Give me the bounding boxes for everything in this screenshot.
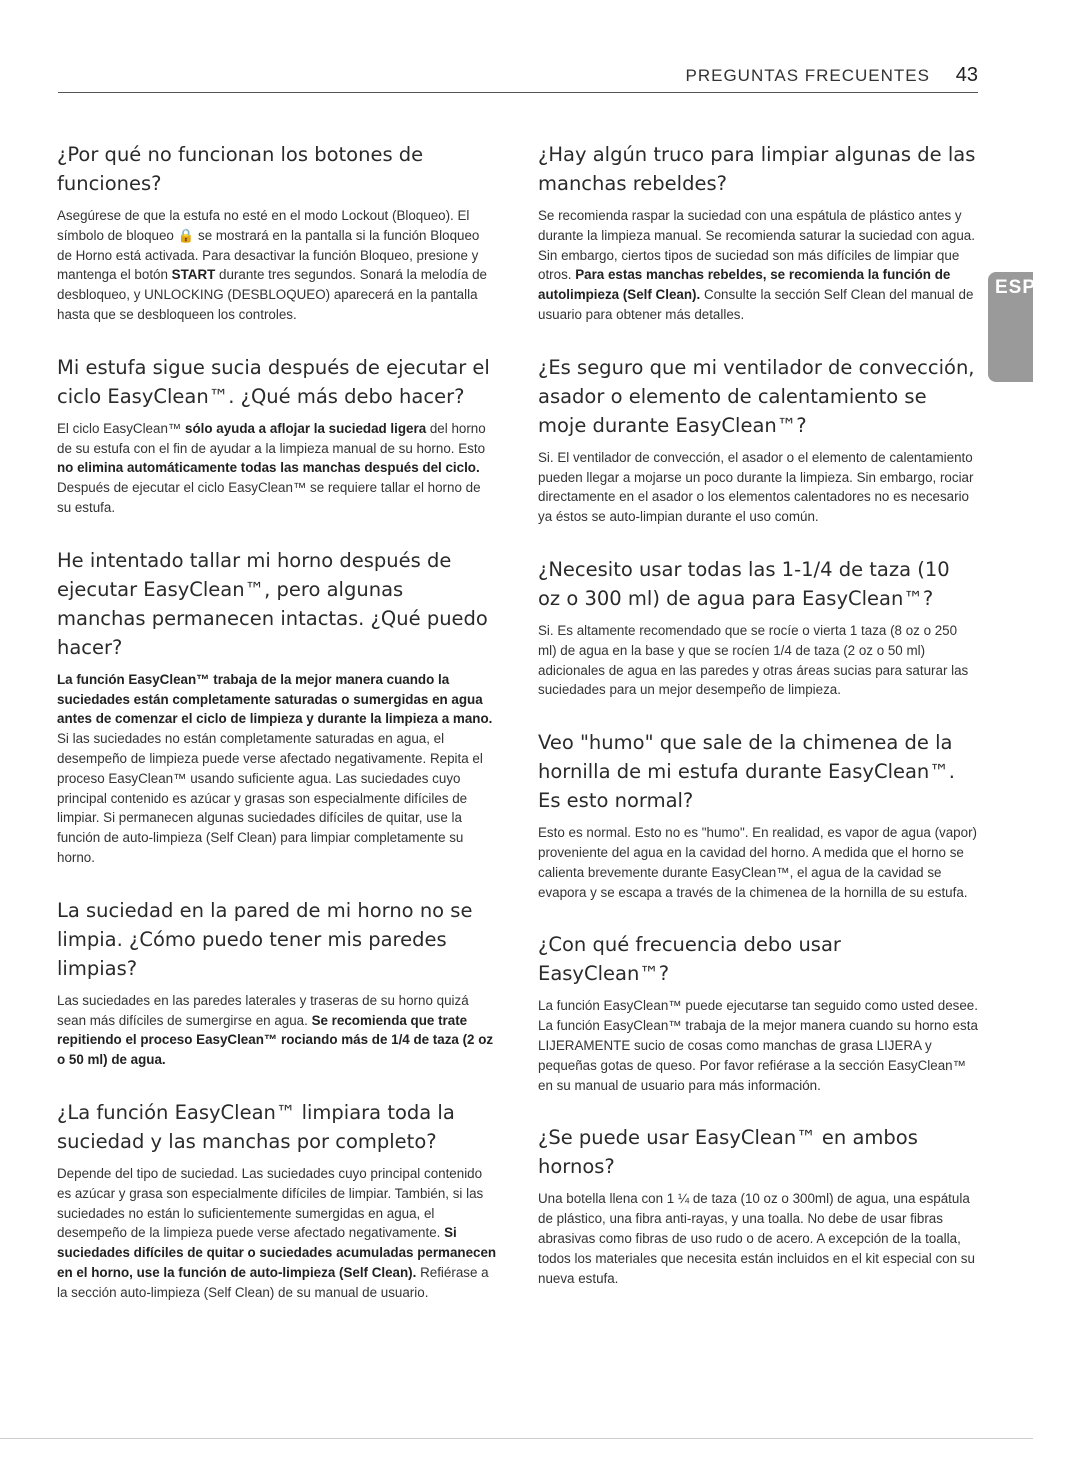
- faq-answer: Asegúrese de que la estufa no esté en el modo Lockout (Bloqueo). El símbolo de bloqueo 🔒 se mostrará en la pantalla si la función Bloqueo de Horno está activada. Para desactivar la función Bloqueo, presione y mantenga el botón START durante tres segundos. Sonará la melodía de desbloqueo, y UNLOCKING (DESBLOQUEO) aparecerá en la pantalla hasta que se desbloqueen los controles.: [57, 208, 488, 322]
- faq-question: ¿La función EasyClean™ limpiara toda la suciedad y las manchas por completo?: [57, 1100, 455, 1153]
- section-title: PREGUNTAS FRECUENTES: [685, 66, 930, 85]
- faq-question: Veo "humo" que sale de la chimenea de la hornilla de mi estufa durante EasyClean™. Es esto normal?: [538, 731, 955, 813]
- faq-answer: La función EasyClean™ trabaja de la mejor manera cuando la suciedades están completamente saturadas o sumergidas en agua antes de comenzar el ciclo de limpieza y durante la limpieza a mano. Si las suciedades no están completamente saturadas en agua, el desempeño de limpieza puede verse afectado negativamente. Repita el proceso EasyClean™ usando suficiente agua. Las suciedades cuyo principal contenido es azúcar y grasas son especialmente difíciles de limpiar. Si permanecen algunas suciedades difíciles de quitar, use la función de auto-limpieza (Self Clean) para limpiar completamente su horno.: [57, 671, 493, 865]
- faq-question: ¿Con qué frecuencia debo usar EasyClean™?: [538, 933, 841, 986]
- faq-question: ¿Hay algún truco para limpiar algunas de las manchas rebeldes?: [538, 143, 976, 195]
- language-tab-label: ESPAÑOL: [995, 277, 1092, 298]
- faq-answer: Esto es normal. Esto no es "humo". En realidad, es vapor de agua (vapor) proveniente del agua en la cavidad del horno. A medida que el horno se calienta brevemente durante EasyClean™, el agua de la cavidad se evapora y se escapa a través de la chimenea de la hornilla de su estufa.: [538, 825, 977, 900]
- faq-question: La suciedad en la pared de mi horno no se limpia. ¿Cómo puedo tener mis paredes limpias?: [57, 898, 473, 980]
- faq-answer: Si. El ventilador de convección, el asador o el elemento de calentamiento pueden llegar a mojarse un poco durante la limpieza. Sin embargo, rociar directamente en el asador o los elementos calentadores no es necesario ya éstos se auto-limpian durante el uso común.: [538, 449, 974, 525]
- faq-answer: El ciclo EasyClean™ sólo ayuda a aflojar la suciedad ligera del horno de su estufa con el fin de ayudar a la limpieza manual de su horno. Esto no elimina automáticamente todas las manchas después del ciclo. Después de ejecutar el ciclo EasyClean™ se requiere tallar el horno de su estufa.: [57, 420, 486, 515]
- faq-item: [57, 353, 497, 518]
- faq-item: [538, 353, 978, 527]
- faq-answer: Las suciedades en las paredes laterales y traseras de su horno quizá sean más difíciles de sumergirse en agua. Se recomienda que trate repitiendo el proceso EasyClean™ rociando más de 1/4 de taza (2 oz o 50 ml) de agua.: [57, 992, 494, 1068]
- faq-item: [538, 140, 978, 325]
- page-header: [58, 62, 978, 93]
- faq-question: He intentado tallar mi horno después de ejecutar EasyClean™, pero algunas manchas permanecen intactas. ¿Qué puedo hacer?: [57, 548, 488, 659]
- faq-question: ¿Se puede usar EasyClean™ en ambos hornos?: [538, 1126, 918, 1179]
- faq-question: ¿Por qué no funcionan los botones de funciones?: [57, 143, 424, 195]
- faq-item: [538, 930, 978, 1095]
- faq-question: ¿Es seguro que mi ventilador de convección, asador o elemento de calentamiento se moje durante EasyClean™?: [538, 355, 975, 437]
- bottom-rule: [0, 1438, 1033, 1439]
- faq-question: ¿Necesito usar todas las 1-1/4 de taza (10 oz o 300 ml) de agua para EasyClean™?: [538, 557, 950, 610]
- faq-item: [57, 896, 497, 1070]
- faq-answer: Se recomienda raspar la suciedad con una espátula de plástico antes y durante la limpieza manual. Se recomienda saturar la suciedad con agua. Sin embargo, ciertos tipos de suciedad son más difíciles de limpiar que otros. Para estas manchas rebeldes, se recomienda la función de autolimpieza (Self Clean). Consulte la sección Self Clean del manual de usuario para obtener más detalles.: [538, 208, 975, 322]
- faq-item: [57, 546, 497, 868]
- faq-answer: Depende del tipo de suciedad. Las suciedades cuyo principal contenido es azúcar y grasa son especialmente difíciles de limpiar. También, si las suciedades no están lo suficientemente sumergidas en agua, el desempeño de la limpieza puede verse afectado negativamente. Si suciedades difíciles de quitar o suciedades acumuladas permanecen en el horno, use la función de auto-limpieza (Self Clean). Refiérase a la sección auto-limpieza (Self Clean) de su manual de usuario.: [57, 1165, 497, 1300]
- page-number: 43: [955, 64, 978, 86]
- faq-question: Mi estufa sigue sucia después de ejecutar el ciclo EasyClean™. ¿Qué más debo hacer?: [57, 355, 490, 408]
- faq-item: [57, 140, 497, 325]
- language-tab: [988, 272, 1092, 382]
- left-column: [57, 140, 497, 1331]
- faq-item: [538, 728, 978, 902]
- faq-answer: Una botella llena con 1 ¼ de taza (10 oz o 300ml) de agua, una espátula de plástico, una fibra anti-rayas, y una toalla. No debe de usar fibras abrasivas como fibras de uso rudo o de acero. A excepción de la toalla, todos los materiales que necesita están incluidos en el kit especial con su nueva estufa.: [538, 1191, 975, 1286]
- right-column: [538, 140, 978, 1316]
- faq-item: [57, 1098, 497, 1303]
- faq-answer: La función EasyClean™ puede ejecutarse tan seguido como usted desee. La función EasyClean™ trabaja de la mejor manera cuando su horno esta LIJERAMENTE sucio de cosas como manchas de grasa LIJERA y pequeñas gotas de queso. Por favor refiérase a la sección EasyClean™ en su manual de usuario para más información.: [538, 998, 978, 1093]
- faq-item: [538, 1123, 978, 1288]
- faq-answer: Si. Es altamente recomendado que se rocíe o vierta 1 taza (8 oz o 250 ml) de agua en la base y que se rocíen 1/4 de taza (2 oz o 50 ml) adicionales de agua en las paredes y otras áreas sucias para saturar las suciedades para un mejor desempeño de limpieza.: [538, 622, 969, 698]
- faq-item: [538, 555, 978, 700]
